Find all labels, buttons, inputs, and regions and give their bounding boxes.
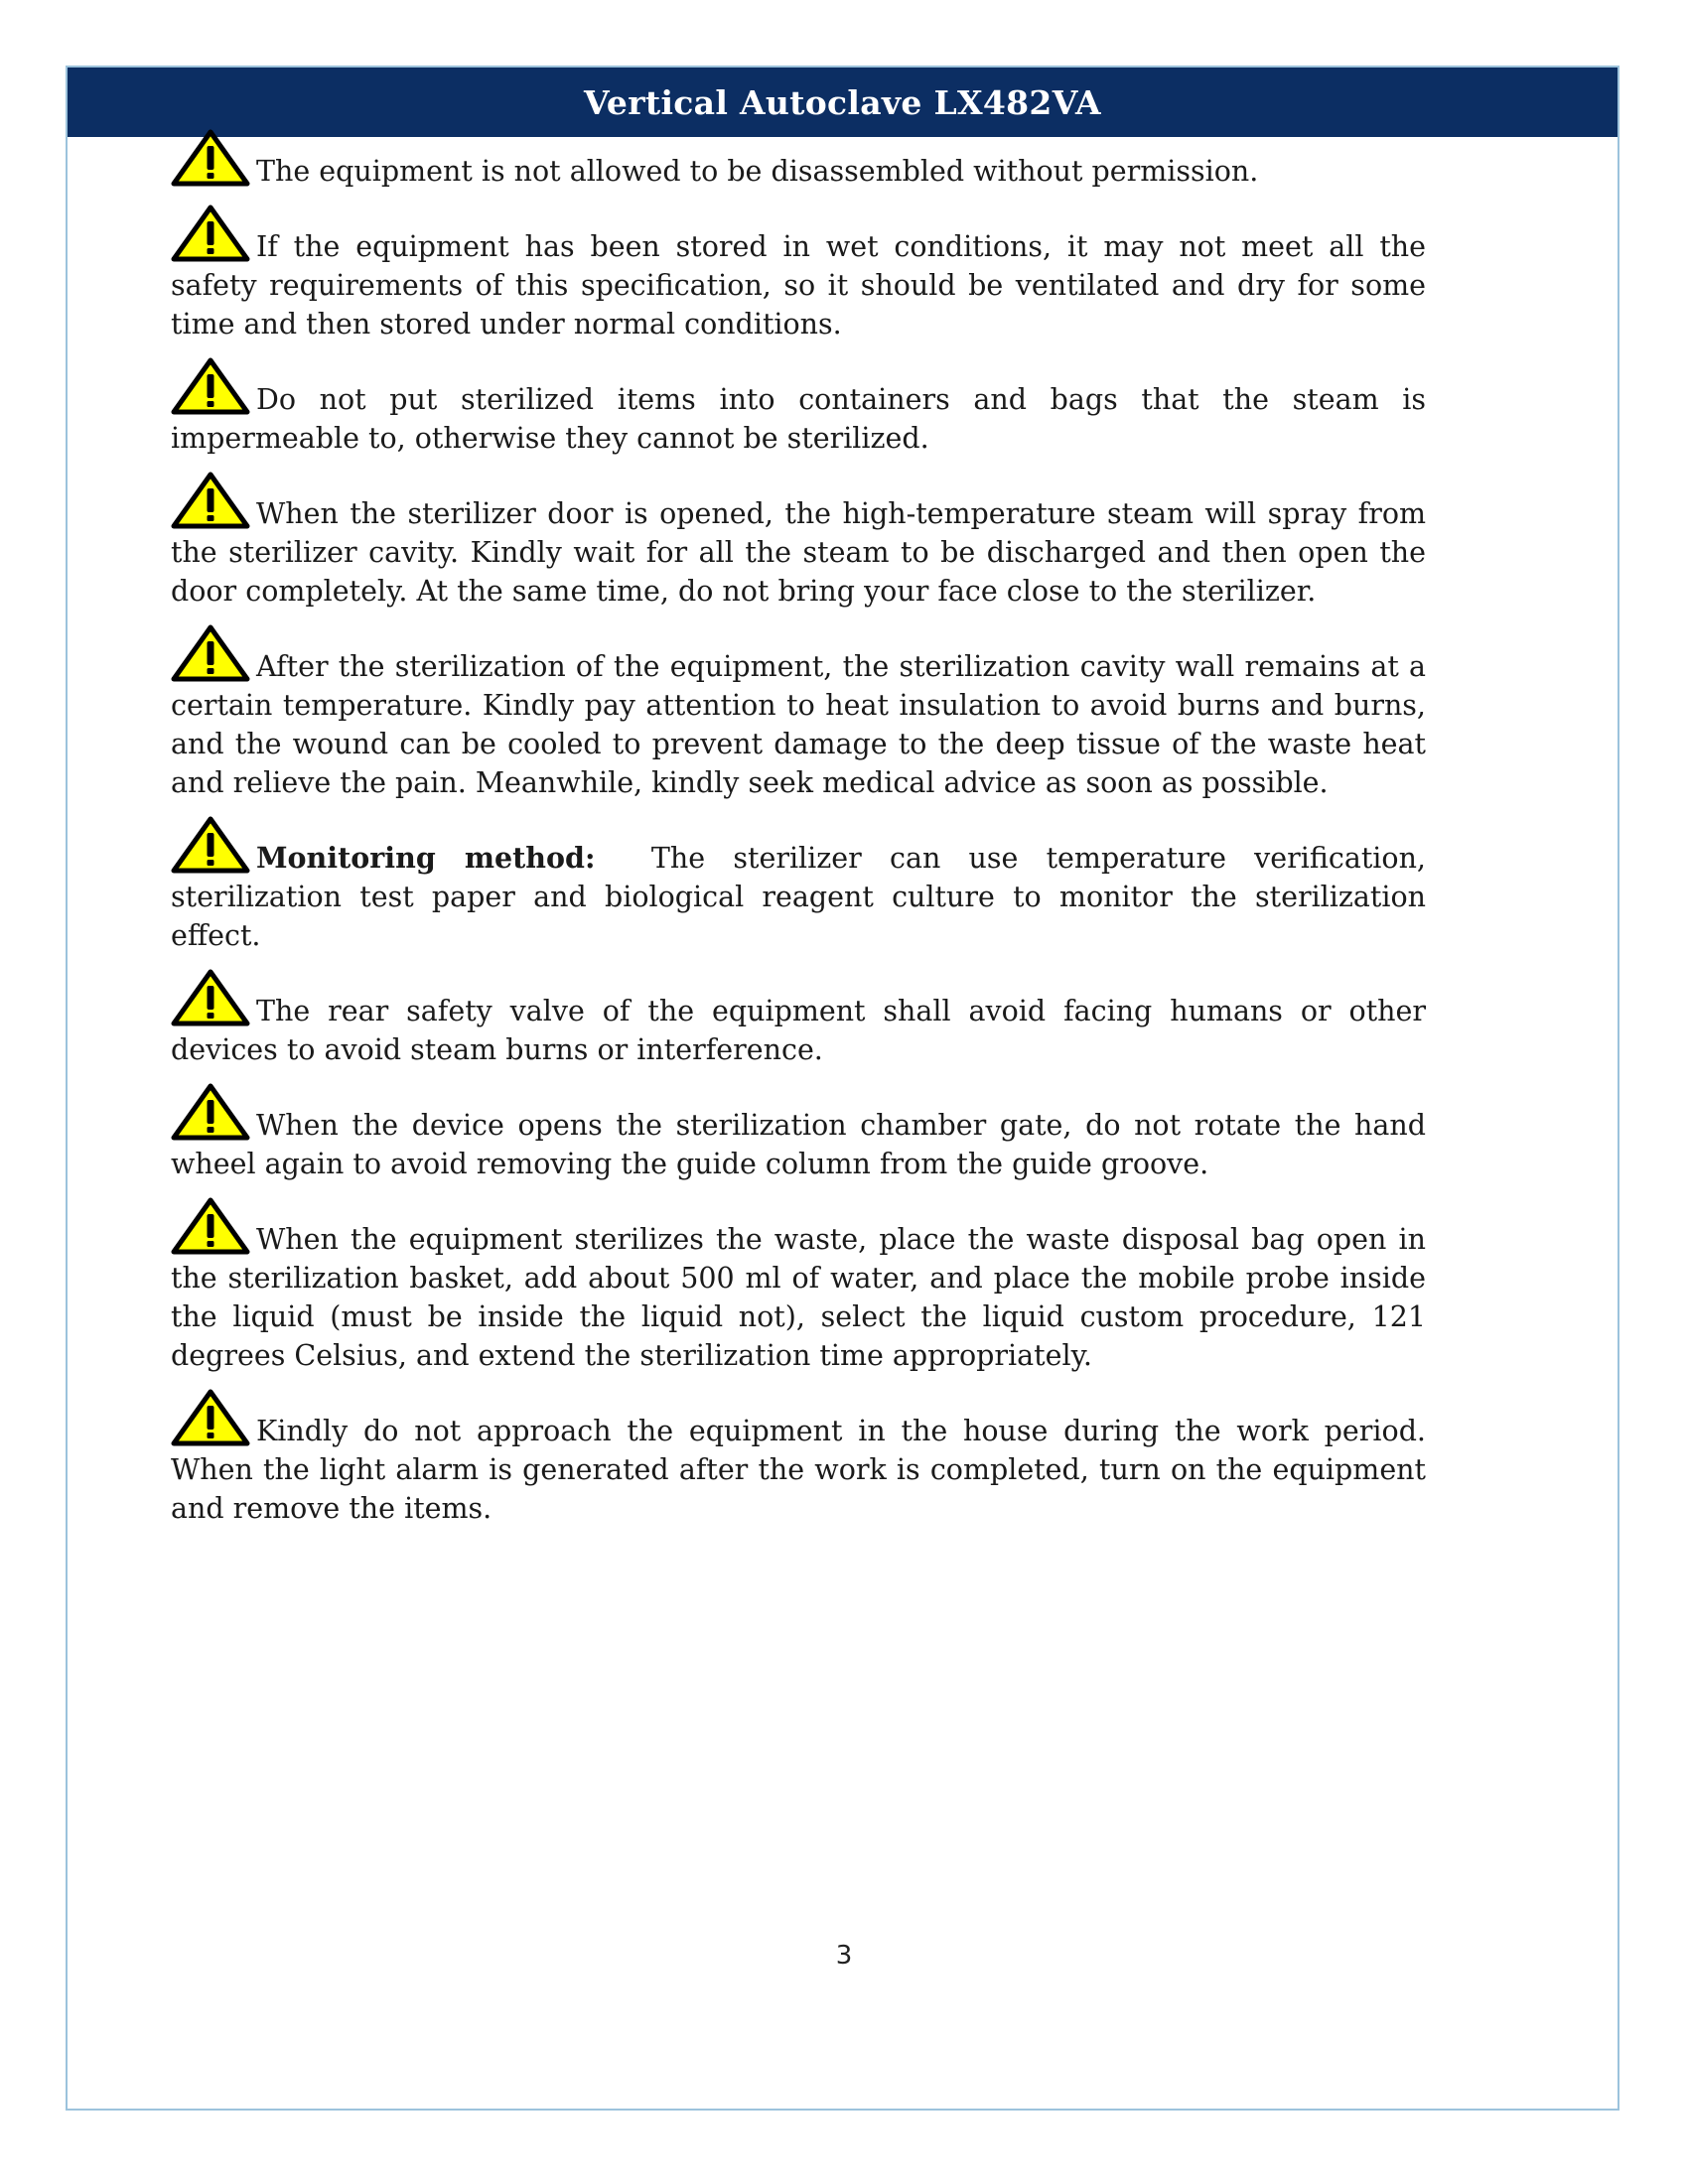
warning-text: When the device opens the sterilization chamber gate, do not rotate the hand wheel again to avoid removing the guide column from the guide groove. xyxy=(171,1109,1426,1180)
warning-text: The rear safety valve of the equipment shall avoid facing humans or other devices to avoid steam burns or interference. xyxy=(171,995,1426,1066)
warning-item xyxy=(171,205,1426,343)
warning-triangle-icon xyxy=(171,816,250,874)
warning-text: When the equipment sterilizes the waste, place the waste disposal bag open in the sterilization basket, add about 500 ml of water, and place the mobile probe inside the liquid (must be inside the liquid not), select the liquid custom procedure, 121 degrees Celsius, and extend the sterilization time appropriately. xyxy=(171,1223,1426,1372)
warning-item xyxy=(171,624,1426,802)
document-title: Vertical Autoclave LX482VA xyxy=(584,82,1101,122)
warning-triangle-icon xyxy=(171,1389,250,1446)
warning-text: The sterilizer can use temperature verification, sterilization test paper and biological reagent culture to monitor the sterilization effect. xyxy=(171,842,1426,952)
warning-triangle-icon xyxy=(171,1197,250,1255)
warning-triangle-icon xyxy=(171,472,250,529)
warning-triangle-icon xyxy=(171,205,250,262)
warning-text: The equipment is not allowed to be disassembled without permission. xyxy=(256,155,1259,188)
warning-triangle-icon xyxy=(171,129,250,187)
warning-item xyxy=(171,969,1426,1069)
warning-item xyxy=(171,1083,1426,1183)
title-bar xyxy=(68,68,1618,137)
warning-item xyxy=(171,357,1426,458)
warning-triangle-icon xyxy=(171,624,250,682)
warning-item xyxy=(171,1197,1426,1375)
warning-text: Kindly do not approach the equipment in the house during the work period. When the light alarm is generated after the work is completed, turn on the equipment and remove the items. xyxy=(171,1415,1426,1525)
warning-item xyxy=(171,472,1426,611)
page-number: 3 xyxy=(835,1941,853,1971)
warning-text: After the sterilization of the equipment, the sterilization cavity wall remains at a certain temperature. Kindly pay attention to heat insulation to avoid burns and burns, and the wound can be cooled to prevent damage to the deep tissue of the waste heat and relieve the pain. Meanwhile, kindly seek medical advice as soon as possible. xyxy=(171,650,1426,799)
warning-text: When the sterilizer door is opened, the high-temperature steam will spray from the sterilizer cavity. Kindly wait for all the steam to be discharged and then open the door completely. At the same time, do not bring your face close to the sterilizer. xyxy=(171,497,1426,608)
warning-triangle-icon xyxy=(171,969,250,1026)
warning-item xyxy=(171,816,1426,955)
warning-triangle-icon xyxy=(171,357,250,415)
warning-text: Do not put sterilized items into containers and bags that the steam is impermeable to, otherwise they cannot be sterilized. xyxy=(171,383,1426,455)
warning-item xyxy=(171,1389,1426,1528)
warning-triangle-icon xyxy=(171,1083,250,1141)
warning-item xyxy=(171,129,1426,191)
warning-text: If the equipment has been stored in wet conditions, it may not meet all the safety requirements of this specification, so it should be ventilated and dry for some time and then stored under normal conditions. xyxy=(171,230,1426,341)
warning-label: Monitoring method: xyxy=(256,841,596,875)
warnings-list xyxy=(171,129,1426,1542)
